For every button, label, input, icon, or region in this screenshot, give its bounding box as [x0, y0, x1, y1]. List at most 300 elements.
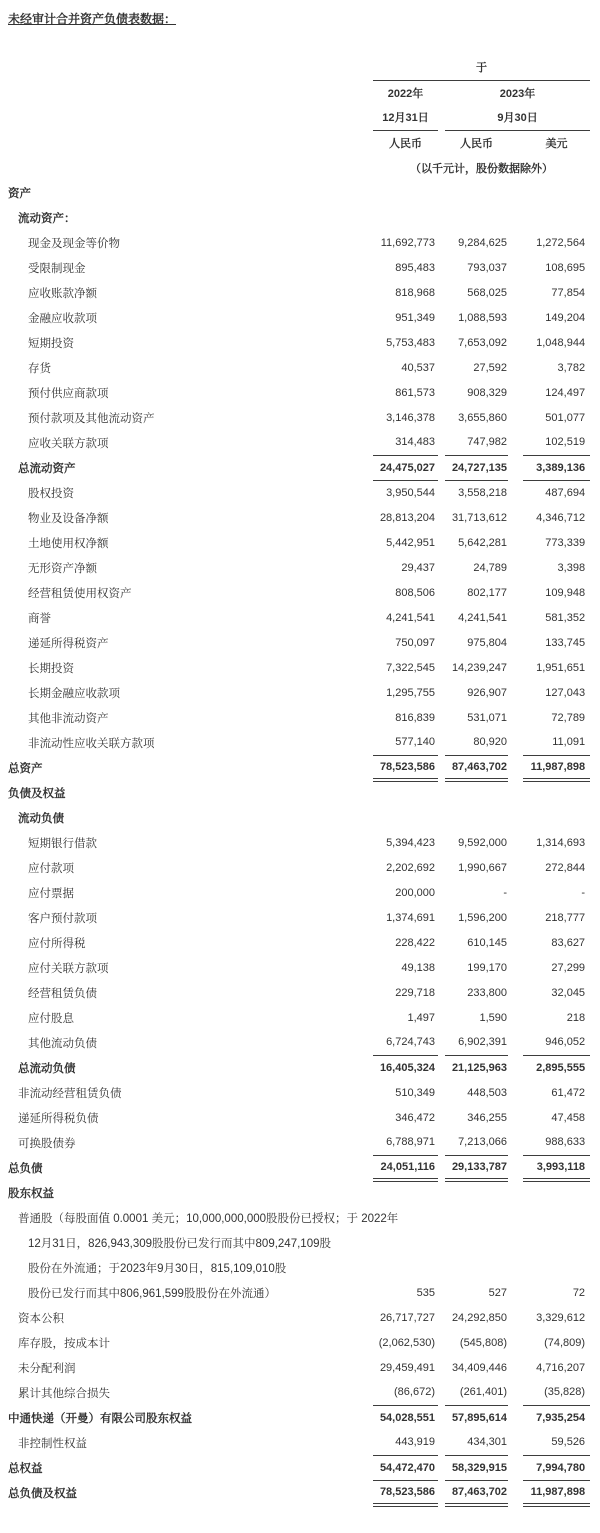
value-c2: 5,642,281 [458, 536, 507, 549]
table-row [0, 1005, 600, 1030]
value-c3: 487,694 [545, 486, 586, 499]
value-c2: 908,329 [467, 386, 507, 399]
right-margin [590, 855, 600, 880]
value-c1: 6,788,971 [386, 1136, 435, 1149]
right-margin [590, 955, 600, 980]
row-label: 股份在外流通；于2023年9月30日，815,109,010股 [28, 1262, 287, 1275]
value-c3 [523, 1230, 590, 1255]
value-c1: (86,672) [394, 1386, 435, 1399]
column-gap [438, 180, 445, 205]
header-date-row [0, 105, 600, 130]
column-gap [508, 980, 523, 1005]
column-gap [438, 80, 445, 105]
column-gap [508, 380, 523, 405]
table-row [0, 505, 600, 530]
header-spacer [590, 105, 600, 130]
column-gap [508, 480, 523, 505]
table-row [0, 930, 600, 955]
column-gap [508, 130, 523, 155]
column-gap [438, 555, 445, 580]
column-gap [438, 505, 445, 530]
column-gap [508, 955, 523, 980]
right-margin [590, 1005, 600, 1030]
row-label: 短期银行借款 [28, 837, 97, 850]
column-gap [438, 655, 445, 680]
right-margin [590, 430, 600, 455]
table-row [0, 1330, 600, 1355]
column-gap [508, 530, 523, 555]
value-c2: 3,558,218 [458, 486, 507, 499]
table-body [0, 180, 600, 1505]
value-c3: 127,043 [545, 686, 586, 699]
row-label: 股东权益 [8, 1187, 54, 1200]
column-gap [508, 230, 523, 255]
value-c2: 1,590 [479, 1011, 507, 1024]
table-row [0, 780, 600, 805]
value-c3: 272,844 [545, 861, 586, 874]
value-c1 [373, 180, 438, 205]
column-gap [508, 455, 523, 480]
right-margin [590, 655, 600, 680]
table-header [0, 55, 600, 180]
value-c3: 4,346,712 [536, 511, 586, 524]
column-gap [438, 1055, 445, 1080]
right-margin [590, 1330, 600, 1355]
right-margin [590, 1455, 600, 1480]
row-label: 应收关联方款项 [28, 437, 109, 450]
header-spacer [590, 130, 600, 155]
column-gap [438, 455, 445, 480]
value-c2: 448,503 [467, 1086, 507, 1099]
column-gap [438, 955, 445, 980]
units-note: （以千元计，股份数据除外） [410, 162, 554, 175]
table-row [0, 1305, 600, 1330]
value-c3: 773,339 [545, 536, 586, 549]
value-c1: 11,692,773 [380, 236, 435, 249]
currency-usd-label: 美元 [545, 137, 568, 150]
value-c3: 108,695 [545, 261, 586, 274]
column-gap [438, 355, 445, 380]
table-row [0, 655, 600, 680]
right-margin [590, 1180, 600, 1205]
column-gap [508, 1305, 523, 1330]
value-c2 [445, 1205, 508, 1230]
value-c1: 200,000 [395, 886, 435, 899]
value-c3: 11,987,898 [523, 1480, 590, 1505]
row-label: 应付款项 [28, 862, 74, 875]
right-margin [590, 805, 600, 830]
value-c2 [445, 180, 508, 205]
column-gap [438, 1455, 445, 1480]
column-gap [508, 1130, 523, 1155]
value-c1: 54,472,470 [373, 1455, 438, 1480]
row-label: 预付款项及其他流动资产 [28, 412, 155, 425]
value-c2: 24,727,135 [445, 455, 508, 480]
value-c1: (2,062,530) [378, 1336, 435, 1349]
value-c1: 54,028,551 [373, 1405, 438, 1430]
value-c2: 434,301 [467, 1436, 507, 1449]
right-margin [590, 1430, 600, 1455]
column-gap [438, 1330, 445, 1355]
column-gap [508, 1080, 523, 1105]
column-gap [508, 1280, 523, 1305]
row-label: 非流动性应收关联方款项 [28, 737, 155, 750]
value-c2: 233,800 [467, 986, 507, 999]
value-c1: 16,405,324 [373, 1055, 438, 1080]
value-c1: 1,497 [407, 1011, 435, 1024]
value-c1: 861,573 [395, 386, 435, 399]
value-c3 [523, 1255, 590, 1280]
column-gap [508, 180, 523, 205]
table-row [0, 680, 600, 705]
right-margin [590, 930, 600, 955]
column-gap [438, 755, 445, 780]
right-margin [590, 1480, 600, 1505]
year-2023-label: 2023年 [499, 87, 536, 100]
table-row [0, 405, 600, 430]
value-c2: 7,213,066 [458, 1136, 507, 1149]
row-label: 流动资产： [18, 212, 76, 225]
column-gap [438, 430, 445, 455]
value-c2: 34,409,446 [451, 1361, 507, 1374]
value-c2: 6,902,391 [458, 1036, 507, 1049]
value-c3: 133,745 [545, 636, 586, 649]
right-margin [590, 1280, 600, 1305]
table-row [0, 1030, 600, 1055]
column-gap [508, 580, 523, 605]
column-gap [508, 705, 523, 730]
value-c3: 4,716,207 [536, 1361, 586, 1374]
value-c3 [523, 1205, 590, 1230]
header-currency-row [0, 130, 600, 155]
column-gap [508, 1180, 523, 1205]
column-gap [438, 380, 445, 405]
column-gap [438, 980, 445, 1005]
table-row [0, 255, 600, 280]
table-row [0, 1355, 600, 1380]
right-margin [590, 1305, 600, 1330]
right-margin [590, 980, 600, 1005]
header-asof-row [0, 55, 600, 80]
value-c3: 32,045 [551, 986, 586, 999]
row-label: 应收账款净额 [28, 287, 97, 300]
header-spacer [590, 155, 600, 180]
column-gap [438, 1180, 445, 1205]
right-margin [590, 780, 600, 805]
right-margin [590, 905, 600, 930]
value-c3 [523, 780, 590, 805]
value-c2: 21,125,963 [445, 1055, 508, 1080]
value-c1: 24,051,116 [373, 1155, 438, 1180]
row-label: 普通股（每股面值 0.0001 美元；10,000,000,000股股份已授权；于 2022年 [18, 1212, 399, 1225]
table-row [0, 180, 600, 205]
value-c2 [445, 1255, 508, 1280]
row-label: 无形资产净额 [28, 562, 97, 575]
column-gap [508, 1005, 523, 1030]
row-label: 应付所得税 [28, 937, 86, 950]
column-gap [508, 1230, 523, 1255]
column-gap [438, 780, 445, 805]
table-row [0, 1205, 600, 1230]
right-margin [590, 1155, 600, 1180]
right-margin [590, 1380, 600, 1405]
right-margin [590, 380, 600, 405]
row-label: 金融应收款项 [28, 312, 97, 325]
table-row [0, 455, 600, 480]
column-gap [508, 405, 523, 430]
column-gap [438, 1480, 445, 1505]
header-note-row [0, 155, 600, 180]
column-gap [438, 1380, 445, 1405]
table-row [0, 1405, 600, 1430]
year-2022-label: 2022年 [387, 87, 424, 100]
row-label: 其他非流动资产 [28, 712, 109, 725]
column-gap [508, 1030, 523, 1055]
row-label: 短期投资 [28, 337, 74, 350]
value-c3: 3,782 [557, 361, 586, 374]
value-c3: 124,497 [545, 386, 586, 399]
table-row [0, 230, 600, 255]
value-c1: 229,718 [395, 986, 435, 999]
value-c3: 3,398 [557, 561, 586, 574]
right-margin [590, 505, 600, 530]
value-c1: 6,724,743 [386, 1036, 435, 1049]
row-label: 累计其他综合损失 [18, 1387, 110, 1400]
value-c2: 199,170 [467, 961, 507, 974]
right-margin [590, 580, 600, 605]
column-gap [438, 1255, 445, 1280]
value-c3: 3,389,136 [523, 455, 590, 480]
value-c1 [373, 780, 438, 805]
column-gap [508, 730, 523, 755]
value-c3: 72,789 [551, 711, 586, 724]
value-c1: 4,241,541 [386, 611, 435, 624]
table-row [0, 1480, 600, 1505]
table-row [0, 380, 600, 405]
column-gap [508, 1405, 523, 1430]
row-label: 递延所得税资产 [28, 637, 109, 650]
column-gap [508, 280, 523, 305]
right-margin [590, 630, 600, 655]
header-spacer [0, 80, 373, 105]
value-c1: 29,459,491 [379, 1361, 435, 1374]
column-gap [508, 1430, 523, 1455]
column-gap [508, 430, 523, 455]
right-margin [590, 1355, 600, 1380]
column-gap [438, 905, 445, 930]
row-label: 股份已发行而其中806,961,599股股份在外流通） [28, 1287, 276, 1300]
row-label: 总负债及权益 [8, 1487, 77, 1500]
value-c2: 926,907 [467, 686, 507, 699]
value-c1 [373, 1230, 438, 1255]
table-row [0, 605, 600, 630]
value-c2: 14,239,247 [451, 661, 507, 674]
table-row [0, 880, 600, 905]
value-c2: (545,808) [459, 1336, 507, 1349]
value-c1: 49,138 [401, 961, 435, 974]
table-row [0, 730, 600, 755]
table-row [0, 1230, 600, 1255]
column-gap [508, 1155, 523, 1180]
right-margin [590, 405, 600, 430]
right-margin [590, 455, 600, 480]
right-margin [590, 305, 600, 330]
value-c3: 109,948 [545, 586, 586, 599]
row-label: 股权投资 [28, 487, 74, 500]
value-c3: 218,777 [545, 911, 586, 924]
value-c3: 47,458 [551, 1111, 586, 1124]
value-c1: 2,202,692 [386, 861, 435, 874]
row-label: 存货 [28, 362, 51, 375]
value-c2: 346,255 [467, 1111, 507, 1124]
row-label: 资产 [8, 187, 31, 200]
right-margin [590, 680, 600, 705]
column-gap [438, 230, 445, 255]
row-label: 土地使用权净额 [28, 537, 109, 550]
table-row [0, 1155, 600, 1180]
value-c3: 72 [572, 1286, 586, 1299]
value-c1: 314,483 [395, 436, 435, 449]
value-c2 [445, 805, 508, 830]
value-c3: 83,627 [551, 936, 586, 949]
value-c3: 1,951,651 [536, 661, 586, 674]
column-gap [438, 1130, 445, 1155]
row-label: 经营租赁负债 [28, 987, 97, 1000]
right-margin [590, 1030, 600, 1055]
value-c2: 802,177 [467, 586, 507, 599]
column-gap [508, 1330, 523, 1355]
row-label: 非流动经营租赁负债 [18, 1087, 122, 1100]
column-gap [438, 580, 445, 605]
column-gap [438, 880, 445, 905]
value-c1 [373, 805, 438, 830]
value-c3: 581,352 [545, 611, 586, 624]
value-c3 [523, 205, 590, 230]
value-c3: 149,204 [545, 311, 586, 324]
value-c3: 102,519 [545, 436, 586, 449]
column-gap [508, 630, 523, 655]
value-c1: 7,322,545 [386, 661, 435, 674]
column-gap [438, 280, 445, 305]
row-label: 总负债 [8, 1162, 43, 1175]
value-c1 [373, 205, 438, 230]
as-of-label: 于 [373, 55, 590, 80]
value-c2: 1,596,200 [458, 911, 507, 924]
value-c2 [445, 1230, 508, 1255]
right-margin [590, 1080, 600, 1105]
column-gap [438, 1355, 445, 1380]
right-margin [590, 530, 600, 555]
value-c2: 29,133,787 [445, 1155, 508, 1180]
right-margin [590, 330, 600, 355]
column-gap [508, 1055, 523, 1080]
value-c2: 87,463,702 [445, 755, 508, 780]
value-c3: 27,299 [551, 961, 586, 974]
row-label: 应付票据 [28, 887, 74, 900]
table-row [0, 755, 600, 780]
table-row [0, 630, 600, 655]
value-c2: 747,982 [467, 436, 507, 449]
column-gap [438, 705, 445, 730]
header-spacer [590, 80, 600, 105]
value-c1: 535 [416, 1286, 435, 1299]
value-c2: 80,920 [473, 736, 507, 749]
column-gap [438, 255, 445, 280]
value-c1: 29,437 [401, 561, 435, 574]
column-gap [438, 930, 445, 955]
column-gap [438, 1230, 445, 1255]
header-spacer [0, 130, 373, 155]
column-gap [508, 330, 523, 355]
column-gap [438, 1405, 445, 1430]
row-label: 应付股息 [28, 1012, 74, 1025]
column-gap [438, 1205, 445, 1230]
column-gap [508, 1255, 523, 1280]
table-row [0, 905, 600, 930]
right-margin [590, 1055, 600, 1080]
column-gap [508, 205, 523, 230]
column-gap [438, 1105, 445, 1130]
value-c1: 1,295,755 [386, 686, 435, 699]
value-c3 [523, 1180, 590, 1205]
row-label: 总流动负债 [18, 1062, 76, 1075]
value-c2: 610,145 [467, 936, 507, 949]
value-c1: 3,146,378 [386, 411, 435, 424]
value-c1: 40,537 [401, 361, 435, 374]
value-c1: 816,839 [395, 711, 435, 724]
column-gap [508, 1105, 523, 1130]
value-c3: 946,052 [545, 1036, 586, 1049]
column-gap [438, 480, 445, 505]
table-row [0, 705, 600, 730]
right-margin [590, 730, 600, 755]
right-margin [590, 1105, 600, 1130]
value-c2: 9,592,000 [458, 836, 507, 849]
column-gap [508, 1380, 523, 1405]
row-label: 物业及设备净额 [28, 512, 109, 525]
value-c3: 61,472 [551, 1086, 586, 1099]
value-c1 [373, 1180, 438, 1205]
value-c2: - [503, 886, 507, 899]
column-gap [508, 655, 523, 680]
table-row [0, 580, 600, 605]
value-c1: 26,717,727 [379, 1311, 435, 1324]
column-gap [438, 530, 445, 555]
right-margin [590, 1130, 600, 1155]
row-label: 递延所得税负债 [18, 1112, 99, 1125]
value-c3: (74,809) [544, 1336, 586, 1349]
value-c1: 3,950,544 [386, 486, 435, 499]
header-year-row [0, 80, 600, 105]
right-margin [590, 705, 600, 730]
row-label: 其他流动负债 [28, 1037, 97, 1050]
value-c3: 3,329,612 [536, 1311, 586, 1324]
value-c3: 7,994,780 [523, 1455, 590, 1480]
table-row [0, 955, 600, 980]
value-c2: 3,655,860 [458, 411, 507, 424]
value-c2 [445, 1180, 508, 1205]
right-margin [590, 755, 600, 780]
column-gap [438, 1080, 445, 1105]
value-c2 [445, 205, 508, 230]
value-c2: 87,463,702 [445, 1480, 508, 1505]
column-gap [508, 680, 523, 705]
column-gap [438, 1030, 445, 1055]
column-gap [438, 830, 445, 855]
row-label: 长期投资 [28, 662, 74, 675]
column-gap [438, 855, 445, 880]
value-c2: 7,653,092 [458, 336, 507, 349]
